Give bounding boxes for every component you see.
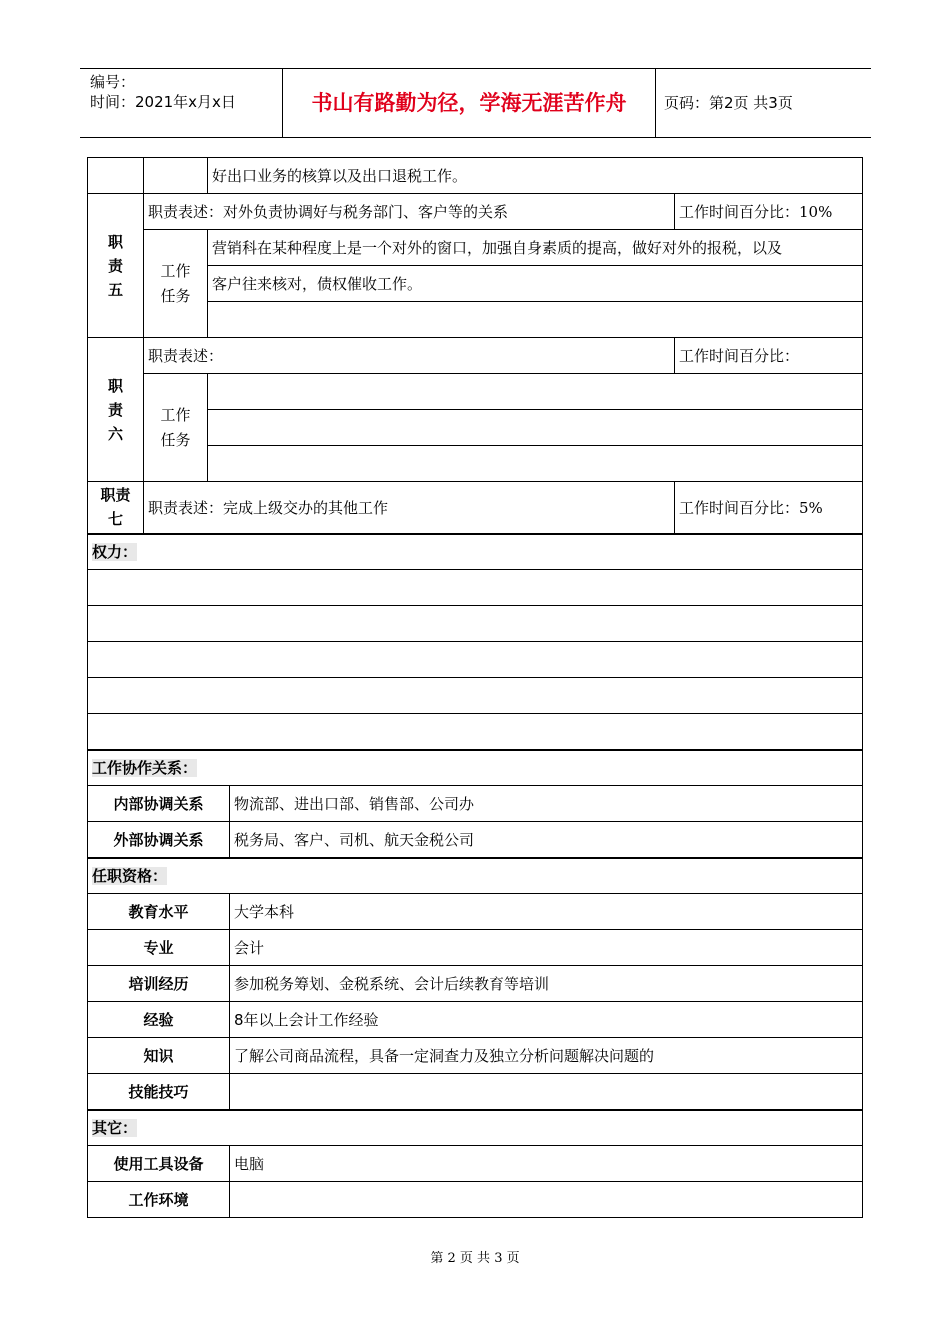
duty6-desc-row xyxy=(88,338,863,374)
external-value: 税务局、客户、司机、航天金税公司 xyxy=(230,822,863,858)
qual-row xyxy=(88,894,863,930)
duty5-task-2: 客户往来核对，债权催收工作。 xyxy=(208,266,863,302)
qual-key: 技能技巧 xyxy=(88,1074,230,1110)
tools-value: 电脑 xyxy=(230,1146,863,1182)
qual-key: 知识 xyxy=(88,1038,230,1074)
duty6-task-2 xyxy=(208,410,863,446)
job-description-table xyxy=(87,157,863,1218)
other-label: 其它： xyxy=(92,1119,138,1138)
qual-row xyxy=(88,966,863,1002)
duty5-title: 职 责 五 xyxy=(88,194,144,338)
env-label: 工作环境 xyxy=(88,1182,230,1218)
qual-key: 培训经历 xyxy=(88,966,230,1002)
header-motto: 书山有路勤为径，学海无涯苦作舟 xyxy=(282,69,656,137)
power-row-5 xyxy=(88,714,863,750)
cooperation-label: 工作协作关系： xyxy=(92,759,198,778)
duty5-desc: 职责表述：对外负责协调好与税务部门、客户等的关系 xyxy=(144,194,675,230)
duty7-title: 职责 七 xyxy=(88,482,144,534)
header-page-info: 页码：第2页 共3页 xyxy=(664,94,793,112)
power-row-3 xyxy=(88,642,863,678)
power-row-2 xyxy=(88,606,863,642)
duty6-title: 职 责 六 xyxy=(88,338,144,482)
qual-value: 了解公司商品流程，具备一定洞查力及独立分析问题解决问题的 xyxy=(230,1038,863,1074)
power-row-4 xyxy=(88,678,863,714)
continuation-row xyxy=(88,158,863,194)
duty5-task-3 xyxy=(208,302,863,338)
qualification-label: 任职资格： xyxy=(92,867,168,886)
duty5-pct: 工作时间百分比：10% xyxy=(675,194,863,230)
duty7-row xyxy=(88,482,863,534)
duty6-pct: 工作时间百分比： xyxy=(675,338,863,374)
qual-row xyxy=(88,930,863,966)
cooperation-section xyxy=(88,750,863,786)
internal-row xyxy=(88,786,863,822)
qual-value: 会计 xyxy=(230,930,863,966)
qual-row xyxy=(88,1074,863,1110)
qual-value: 参加税务筹划、金税系统、会计后续教育等培训 xyxy=(230,966,863,1002)
tools-label: 使用工具设备 xyxy=(88,1146,230,1182)
duty6-desc: 职责表述： xyxy=(144,338,675,374)
duty6-task-1 xyxy=(208,374,863,410)
other-section xyxy=(88,1110,863,1146)
page-header xyxy=(80,68,871,138)
qual-value: 大学本科 xyxy=(230,894,863,930)
internal-value: 物流部、进出口部、销售部、公司办 xyxy=(230,786,863,822)
duty7-pct: 工作时间百分比：5% xyxy=(675,482,863,534)
qual-key: 专业 xyxy=(88,930,230,966)
serial-label: 编号： xyxy=(90,73,136,91)
qual-value xyxy=(230,1074,863,1110)
duty6-task-label: 工作 任务 xyxy=(144,374,208,482)
env-value xyxy=(230,1182,863,1218)
duty5-task-1: 营销科在某种程度上是一个对外的窗口，加强自身素质的提高，做好对外的报税，以及 xyxy=(208,230,863,266)
qual-key: 经验 xyxy=(88,1002,230,1038)
qual-row xyxy=(88,1002,863,1038)
tools-row xyxy=(88,1146,863,1182)
time-label: 时间：2021年x月x日 xyxy=(90,93,236,111)
duty6-task-3 xyxy=(208,446,863,482)
power-row-1 xyxy=(88,570,863,606)
external-label: 外部协调关系 xyxy=(88,822,230,858)
power-label: 权力： xyxy=(92,543,138,562)
power-section xyxy=(88,534,863,570)
qual-key: 教育水平 xyxy=(88,894,230,930)
duty5-task-row xyxy=(88,230,863,266)
header-meta xyxy=(80,69,282,137)
qual-value: 8年以上会计工作经验 xyxy=(230,1002,863,1038)
duty7-desc: 职责表述：完成上级交办的其他工作 xyxy=(144,482,675,534)
page-footer: 第 2 页 共 3 页 xyxy=(430,1251,520,1266)
duty5-desc-row xyxy=(88,194,863,230)
env-row xyxy=(88,1182,863,1218)
internal-label: 内部协调关系 xyxy=(88,786,230,822)
continuation-text: 好出口业务的核算以及出口退税工作。 xyxy=(208,158,863,194)
qual-row xyxy=(88,1038,863,1074)
qualification-section xyxy=(88,858,863,894)
external-row xyxy=(88,822,863,858)
duty5-task-label: 工作 任务 xyxy=(144,230,208,338)
